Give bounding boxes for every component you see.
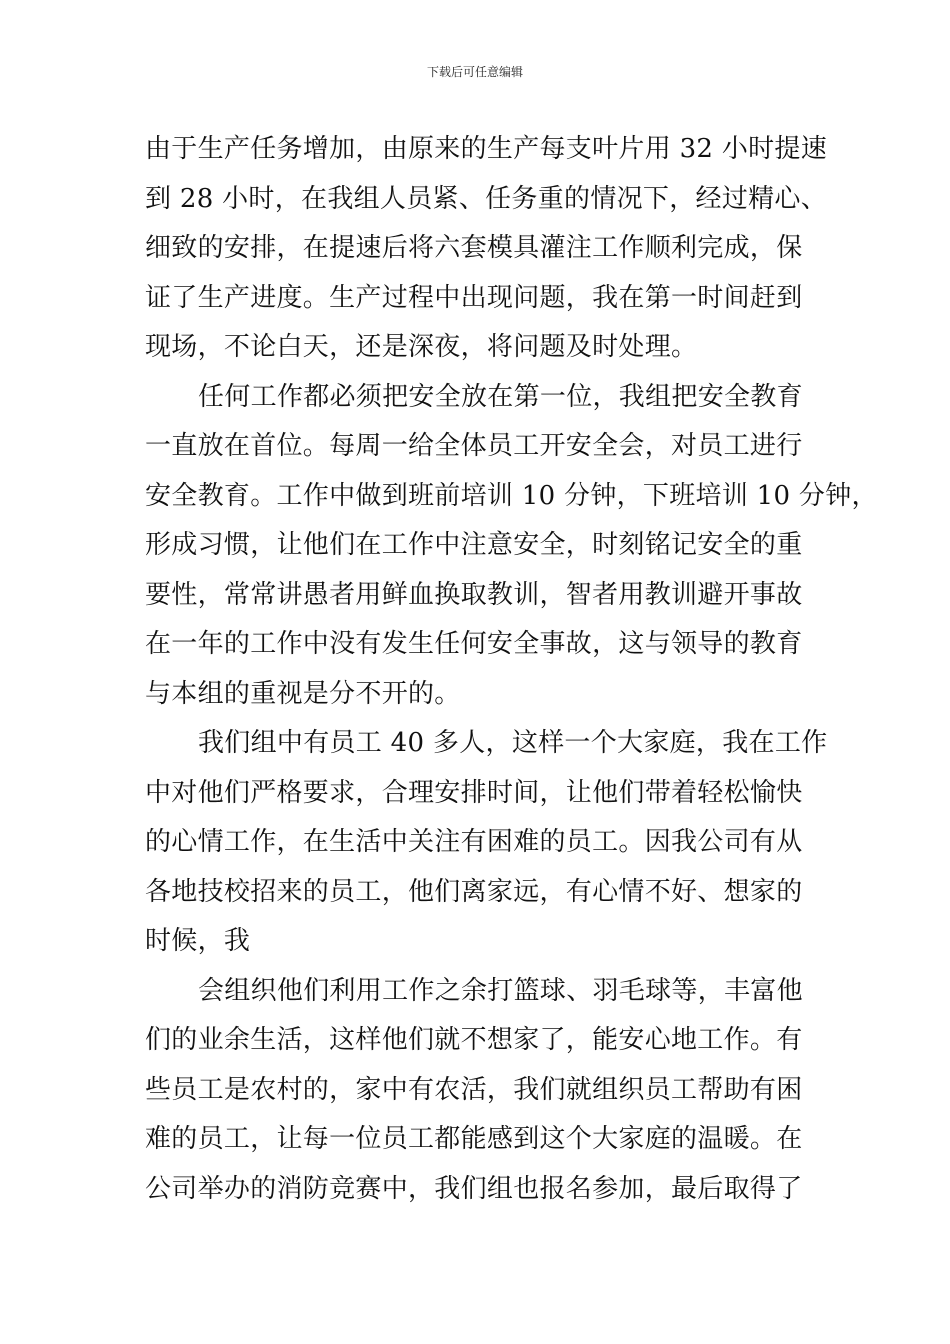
text-line: 公司举办的消防竞赛中，我们组也报名参加，最后取得了 — [145, 1173, 803, 1204]
document-body — [145, 125, 878, 1214]
text-line: 中对他们严格要求，合理安排时间，让他们带着轻松愉快 — [145, 777, 803, 808]
text-line: 到 28 小时，在我组人员紧、任务重的情况下，经过精心、 — [145, 183, 828, 214]
text-line: 各地技校招来的员工，他们离家远，有心情不好、想家的 — [145, 876, 803, 907]
text-line: 的心情工作，在生活中关注有困难的员工。因我公司有从 — [145, 827, 803, 857]
page-header: 下载后可任意编辑 — [426, 65, 523, 79]
text-line: 些员工是农村的，家中有农活，我们就组织员工帮助有困 — [145, 1074, 803, 1105]
text-line: 难的员工，让每一位员工都能感到这个大家庭的温暖。在 — [145, 1124, 803, 1154]
text-line: 们的业余生活，这样他们就不想家了，能安心地工作。有 — [145, 1025, 803, 1055]
text-line: 证了生产进度。生产过程中出现问题，我在第一时间赶到 — [145, 282, 803, 313]
paragraph-start-line: 会组织他们利用工作之余打篮球、羽毛球等，丰富他 — [198, 975, 803, 1006]
text-line: 一直放在首位。每周一给全体员工开安全会，对员工进行 — [145, 431, 803, 461]
text-line: 由于生产任务增加，由原来的生产每支叶片用 32 小时提速 — [145, 134, 828, 164]
text-line: 与本组的重视是分不开的。 — [145, 678, 461, 709]
text-line: 现场，不论白天，还是深夜，将问题及时处理。 — [145, 332, 698, 362]
paragraph-start-line: 任何工作都必须把安全放在第一位，我组把安全教育 — [198, 381, 803, 412]
text-line: 时候，我 — [145, 926, 251, 956]
text-line: 形成习惯，让他们在工作中注意安全，时刻铭记安全的重 — [145, 530, 803, 560]
text-line: 要性，常常讲愚者用鲜血换取教训，智者用教训避开事故 — [145, 579, 803, 610]
text-line: 细致的安排，在提速后将六套模具灌注工作顺利完成，保 — [145, 233, 803, 263]
text-line: 安全教育。工作中做到班前培训 10 分钟，下班培训 10 分钟， — [145, 480, 878, 511]
paragraph-start-line: 我们组中有员工 40 多人，这样一个大家庭，我在工作 — [198, 728, 828, 758]
text-line: 在一年的工作中没有发生任何安全事故，这与领导的教育 — [145, 629, 803, 659]
